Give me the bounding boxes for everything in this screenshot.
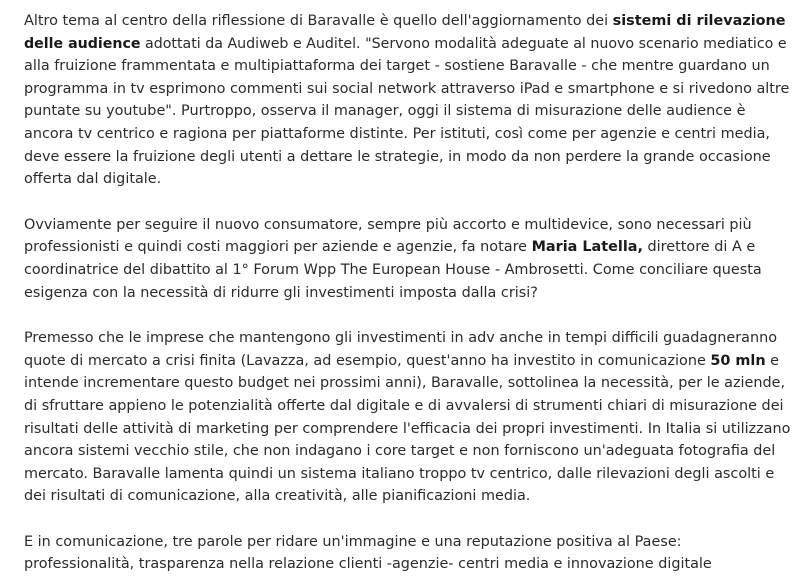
paragraph-gap bbox=[24, 508, 794, 531]
text-run: intende incrementare questo budget nei prossimi anni), Baravalle, sottolinea la necessità, per le aziende, bbox=[24, 375, 786, 392]
text-run: ancora tv centrico e ragiona per piattaforme distinte. Per istituti, così come per agenzie e centri media, bbox=[24, 125, 770, 142]
text-run: puntate su youtube". Purtroppo, osserva il manager, oggi il sistema di misurazione delle audience è bbox=[24, 103, 746, 120]
text-run: risultati delle attività di marketing per comprendere l'efficacia dei propri investimenti. In Italia si utilizzano bbox=[24, 420, 791, 437]
text-run: di sfruttare appieno le potenzialità offerte dal digitale e di avvalersi di strumenti chiari di misurazione dei bbox=[24, 397, 784, 414]
text-run: Premesso che le imprese che mantengono gli investimenti in adv anche in tempi difficili guadagneranno bbox=[24, 330, 778, 347]
text-run: quote di mercato a crisi finita (Lavazza, ad esempio, quest'anno ha investito in comunicazione bbox=[24, 352, 711, 369]
text-run: offerta dal digitale. bbox=[24, 171, 162, 188]
text-line bbox=[24, 10, 794, 33]
bold-text: Maria Latella, bbox=[531, 239, 643, 256]
text-line bbox=[24, 485, 794, 508]
text-run: e bbox=[765, 352, 780, 369]
text-line bbox=[24, 418, 794, 441]
text-run: deve essere la fruizione degli utenti a dettare le strategie, in modo da non perdere la grande occasione bbox=[24, 148, 771, 165]
text-line bbox=[24, 168, 794, 191]
text-line bbox=[24, 100, 794, 123]
text-line bbox=[24, 214, 794, 237]
text-run: coordinatrice del dibattito al 1° Forum Wpp The European House - Ambrosetti. Come conciliare questa bbox=[24, 261, 762, 278]
text-run: professionalità, trasparenza nella relazione clienti -agenzie- centri media e innovazione digitale bbox=[24, 556, 712, 573]
text-line bbox=[24, 282, 794, 305]
bold-text: sistemi di rilevazione bbox=[612, 13, 786, 29]
paragraph-gap bbox=[24, 191, 794, 214]
bold-text: 50 mln bbox=[710, 352, 766, 369]
text-run: professionisti e quindi costi maggiori per aziende e agenzie, fa notare bbox=[24, 239, 532, 256]
text-run: ancora sistemi vecchio stile, che non indagano i core target e non forniscono un'adeguata fotografia del bbox=[24, 443, 776, 460]
text-line bbox=[24, 327, 794, 350]
bold-text: delle audience bbox=[24, 35, 141, 52]
text-line bbox=[24, 259, 794, 282]
text-line bbox=[24, 55, 794, 78]
text-run: dei risultati di comunicazione, alla creatività, alle pianificazioni media. bbox=[24, 488, 531, 505]
text-run: programma in tv esprimono commenti sui social network attraverso iPad e smartphone e si rivedono altre bbox=[24, 80, 790, 97]
text-line bbox=[24, 531, 794, 554]
text-run: direttore di A e bbox=[642, 239, 756, 256]
text-run: Ovviamente per seguire il nuovo consumatore, sempre più accorto e multidevice, sono necessari più bbox=[24, 216, 752, 233]
text-run: mercato. Baravalle lamenta quindi un sistema italiano troppo tv centrico, dalle rilevazioni degli ascolti e bbox=[24, 465, 775, 482]
text-run: esigenza con la necessità di ridurre gli investimenti imposta dalla crisi? bbox=[24, 284, 538, 301]
text-line bbox=[24, 463, 794, 486]
text-run: alla fruizione frammentata e multipiattaforma dei target - sostiene Baravalle - che mentre guardano un bbox=[24, 58, 770, 75]
text-line bbox=[24, 236, 794, 259]
paragraph bbox=[24, 327, 794, 508]
text-run: E in comunicazione, tre parole per ridare un'immagine e una reputazione positiva al Paese: bbox=[24, 533, 682, 550]
paragraph bbox=[24, 531, 794, 576]
text-line bbox=[24, 78, 794, 101]
paragraph-gap bbox=[24, 304, 794, 327]
text-line bbox=[24, 123, 794, 146]
text-run: adottati da Audiweb e Auditel. "Servono modalità adeguate al nuovo scenario mediatico e bbox=[140, 35, 787, 52]
text-line bbox=[24, 146, 794, 169]
paragraph bbox=[24, 214, 794, 304]
article-body bbox=[24, 10, 794, 576]
paragraph bbox=[24, 10, 794, 191]
text-run: Altro tema al centro della riflessione di Baravalle è quello dell'aggiornamento dei bbox=[24, 13, 613, 29]
text-line bbox=[24, 350, 794, 373]
text-line bbox=[24, 440, 794, 463]
text-line bbox=[24, 33, 794, 56]
text-line bbox=[24, 395, 794, 418]
text-line bbox=[24, 372, 794, 395]
